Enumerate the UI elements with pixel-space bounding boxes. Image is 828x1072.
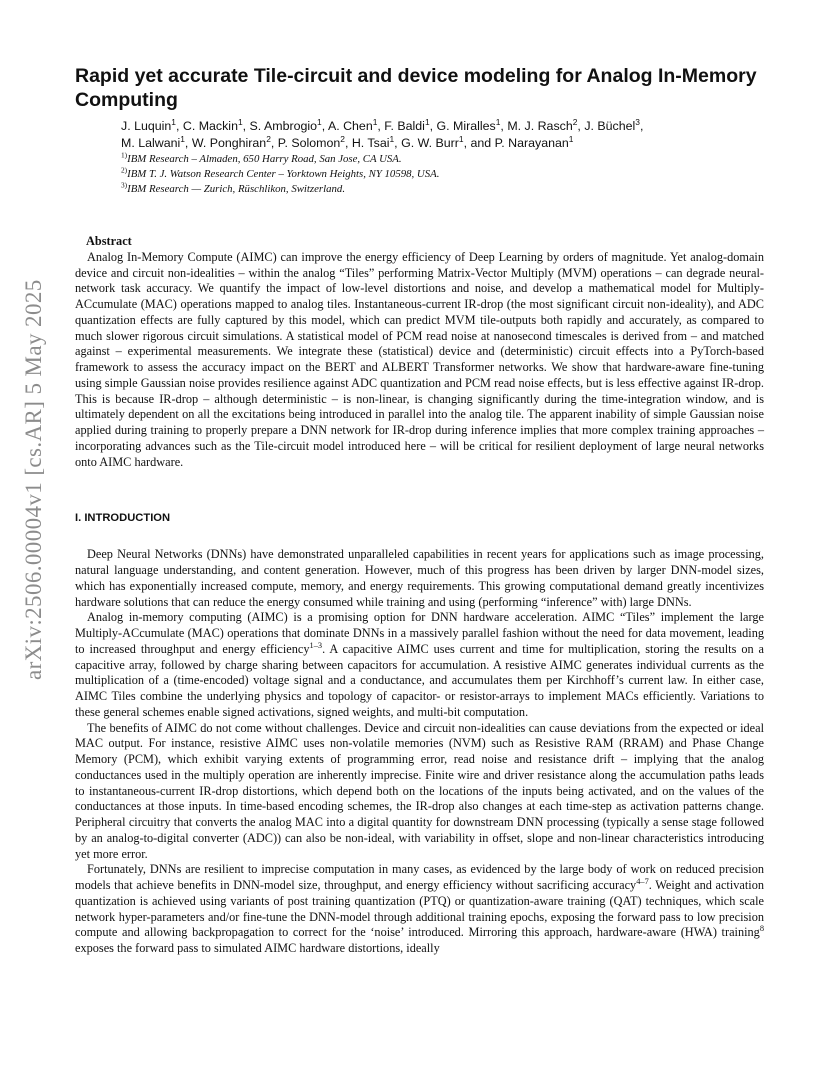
author-name: S. Ambrogio: [249, 119, 318, 133]
author-separator: ,: [429, 119, 437, 133]
paragraph-2-text-a: Analog in-memory computing (AIMC) is a promising option for DNN hardware acceleration. AIMC “Tiles” implement the large Multiply-ACcumulate (MAC) operations that dominate DNNs in a massively parallel fashion without the need for data movement, leading to increased throughput and energy efficiency: [75, 610, 764, 656]
paragraph-4: [75, 862, 764, 957]
paragraph-2: [75, 610, 764, 720]
author-name: G. Miralles: [436, 119, 496, 133]
affiliation-marker: 1: [389, 133, 395, 144]
affiliation-number: 3): [121, 180, 128, 190]
paragraph-4-text-b: . Weight and activation quantization is achieved using variants of post training quantization (PTQ) or quantization-aware training (QAT) techniques, which scale network hyper-parameters and/or fine-tune the DNN-model through additional training epochs, exposing the forward pass to low precision compute and allowing backpropagation to correct for the ‘noise’ introduced. Mirroring this approach, hardware-aware (HWA) training: [75, 878, 764, 940]
affiliation-marker: 3: [635, 116, 640, 127]
affiliation-line: [121, 152, 764, 167]
arxiv-identifier: arXiv:2506.00004v1 [cs.AR] 5 May 2025: [21, 279, 46, 681]
author-name: M. Lalwani: [121, 136, 181, 150]
author-name: P. Narayanan: [494, 136, 569, 150]
affiliation-marker: 1: [317, 116, 322, 127]
author-name: J. Luquin: [121, 119, 172, 133]
affiliation-text: IBM Research – Almaden, 650 Harry Road, San Jose, CA USA.: [127, 153, 402, 165]
affiliation-number: 1): [121, 150, 128, 160]
affiliation-marker: 2: [266, 133, 271, 144]
author-separator: ,: [242, 119, 250, 133]
section-heading: I. INTRODUCTION: [75, 512, 171, 525]
affiliation-marker: 1: [372, 116, 378, 127]
section-body: [75, 547, 764, 957]
author-separator: ,: [344, 136, 352, 150]
affiliation-marker: 1: [458, 133, 464, 144]
author-name: F. Baldi: [384, 119, 425, 133]
author-separator: ,: [377, 119, 385, 133]
paragraph-4-text-c: exposes the forward pass to simulated AIMC hardware distortions, ideally: [75, 941, 440, 955]
citation-ref: 8: [759, 924, 764, 934]
affiliation-marker: 1: [424, 116, 430, 127]
affiliation-marker: 1: [568, 133, 574, 144]
author-separator: ,: [394, 136, 402, 150]
affiliation-number: 2): [121, 165, 128, 175]
affiliation-marker: 1: [171, 116, 176, 127]
paragraph-1: Deep Neural Networks (DNNs) have demonstrated unparalleled capabilities in recent years for applications such as image processing, natural language understanding, and content generation. However, much of this progress has been driven by larger DNN-model sizes, which has exponentially increased compute, memory, and energy requirements. This growing computational demand greatly incentivizes hardware solutions that can reduce the energy consumed while training and using (performing “inference” with) large DNNs.: [75, 547, 764, 609]
affiliation-list: [121, 152, 764, 197]
author-name: M. J. Rasch: [507, 119, 573, 133]
author-block: [121, 118, 764, 197]
citation-ref: 1–3: [309, 640, 323, 650]
author-name: W. Ponghiran: [191, 136, 267, 150]
affiliation-marker: 2: [340, 133, 345, 144]
abstract: [75, 234, 764, 470]
affiliation-marker: 1: [180, 133, 185, 144]
affiliation-marker: 2: [572, 116, 578, 127]
affiliation-line: [121, 182, 764, 197]
author-line-1: [121, 118, 764, 135]
affiliation-line: [121, 167, 764, 182]
author-name: H. Tsai: [351, 136, 390, 150]
affiliation-text: IBM T. J. Watson Research Center – Yorktown Heights, NY 10598, USA.: [127, 168, 440, 180]
paper-title: Rapid yet accurate Tile-circuit and device modeling for Analog In-Memory Computing: [75, 65, 757, 111]
author-name: J. Büchel: [584, 119, 636, 133]
paragraph-3: The benefits of AIMC do not come without challenges. Device and circuit non-idealities can cause deviations from the expected or ideal MAC output. For instance, resistive AIMC uses non-volatile memories (NVM) such as Resistive RAM (RRAM) and Phase Change Memory (PCM), which exhibit varying extents of programming error, read noise and resistance drift – implying that the analog conductances used in the multiply operation are inherently imprecise. Finite wire and driver resistance along the accumulation paths leads to instantaneous-current IR-drop distortions, which depend both on the locations of the inputs being activated, and on the values of the conductances at those inputs. In time-based encoding schemes, the IR-drop also changes at each time-step as activation patterns change. Peripheral circuitry that converts the analog MAC into a digital quantity for downstream DNN processing (typically a sense stage followed by an analog-to-digital converter (ADC)) can also be non-ideal, with variability in offset, slope and non-linear characteristics introducing yet more error.: [75, 720, 764, 861]
paragraph-4-text-a: Fortunately, DNNs are resilient to imprecise computation in many cases, as evidenced by the large body of work on reduced precision models that achieve benefits in DNN-model size, throughput, and energy efficiency without sacrificing accuracy: [75, 862, 764, 892]
author-name: G. W. Burr: [401, 136, 459, 150]
author-separator: ,: [639, 119, 644, 133]
author-separator: ,: [500, 119, 508, 133]
author-name: P. Solomon: [277, 136, 341, 150]
author-separator: ,: [184, 136, 192, 150]
affiliation-marker: 1: [237, 116, 243, 127]
affiliation-text: IBM Research — Zurich, Rüschlikon, Switzerland.: [127, 183, 346, 195]
paper-page: [75, 64, 764, 957]
affiliation-marker: 1: [495, 116, 501, 127]
author-line-2: [121, 135, 764, 152]
abstract-heading: Abstract: [86, 234, 132, 248]
abstract-text: Analog In-Memory Compute (AIMC) can improve the energy efficiency of Deep Learning by orders of magnitude. Yet analog-domain device and circuit non-idealities – within the analog “Tiles” performing Matrix-Vector Multiply (MVM) operations – can degrade neural-network task accuracy. We quantify the impact of low-level distortions and noise, and develop a mathematical model for Multiply-ACcumulate (MAC) operations mapped to analog tiles. Instantaneous-current IR-drop (the most significant circuit non-ideality), and ADC quantization effects are fully captured by this model, which can predict MVM tile-outputs both rapidly and accurately, as compared to much slower rigorous circuit simulations. A statistical model of PCM read noise at nanosecond timescales is derived from – and matched against – experimental measurements. We integrate these (statistical) device and (deterministic) circuit effects into a PyTorch-based framework to assess the accuracy impact on the BERT and ALBERT Transformer networks. We show that hardware-aware fine-tuning using simple Gaussian noise provides resilience against ADC quantization and PCM read noise effects, but is less effective against IR-drop. This is because IR-drop – although deterministic – is non-linear, is changing significantly during the time-integration window, and is ultimately dependent on all the excitations being introduced in parallel into the analog tile. The apparent inability of simple Gaussian noise applied during training to properly prepare a DNN network for IR-drop during inference implies that more complex training approaches – incorporating advances such as the Tile-circuit model introduced here – will be critical for resilient deployment of large neural networks onto AIMC hardware.: [75, 249, 764, 469]
author-separator: ,: [321, 119, 328, 133]
author-separator: ,: [270, 136, 278, 150]
author-separator: ,: [175, 119, 183, 133]
author-separator: , and: [463, 136, 495, 150]
paragraph-2-text-b: . A capacitive AIMC uses current and time for multiplication, storing the results on a capacitive array, followed by charge sharing between capacitors for accumulation. A resistive AIMC generates individual currents as the multiplication of a (time-encoded) voltage signal and a conductance, and accumulates them per Kirchhoff’s current law. In either case, AIMC Tiles combine the underlying physics and topology of capacitor- or resistor-arrays to implement MACs efficiently. Variations to these general schemes enable signed activations, signed weights, and multi-bit computation.: [75, 641, 764, 719]
author-name: C. Mackin: [182, 119, 238, 133]
citation-ref: 4–7: [636, 876, 649, 886]
author-separator: ,: [577, 119, 585, 133]
author-name: A. Chen: [327, 119, 373, 133]
